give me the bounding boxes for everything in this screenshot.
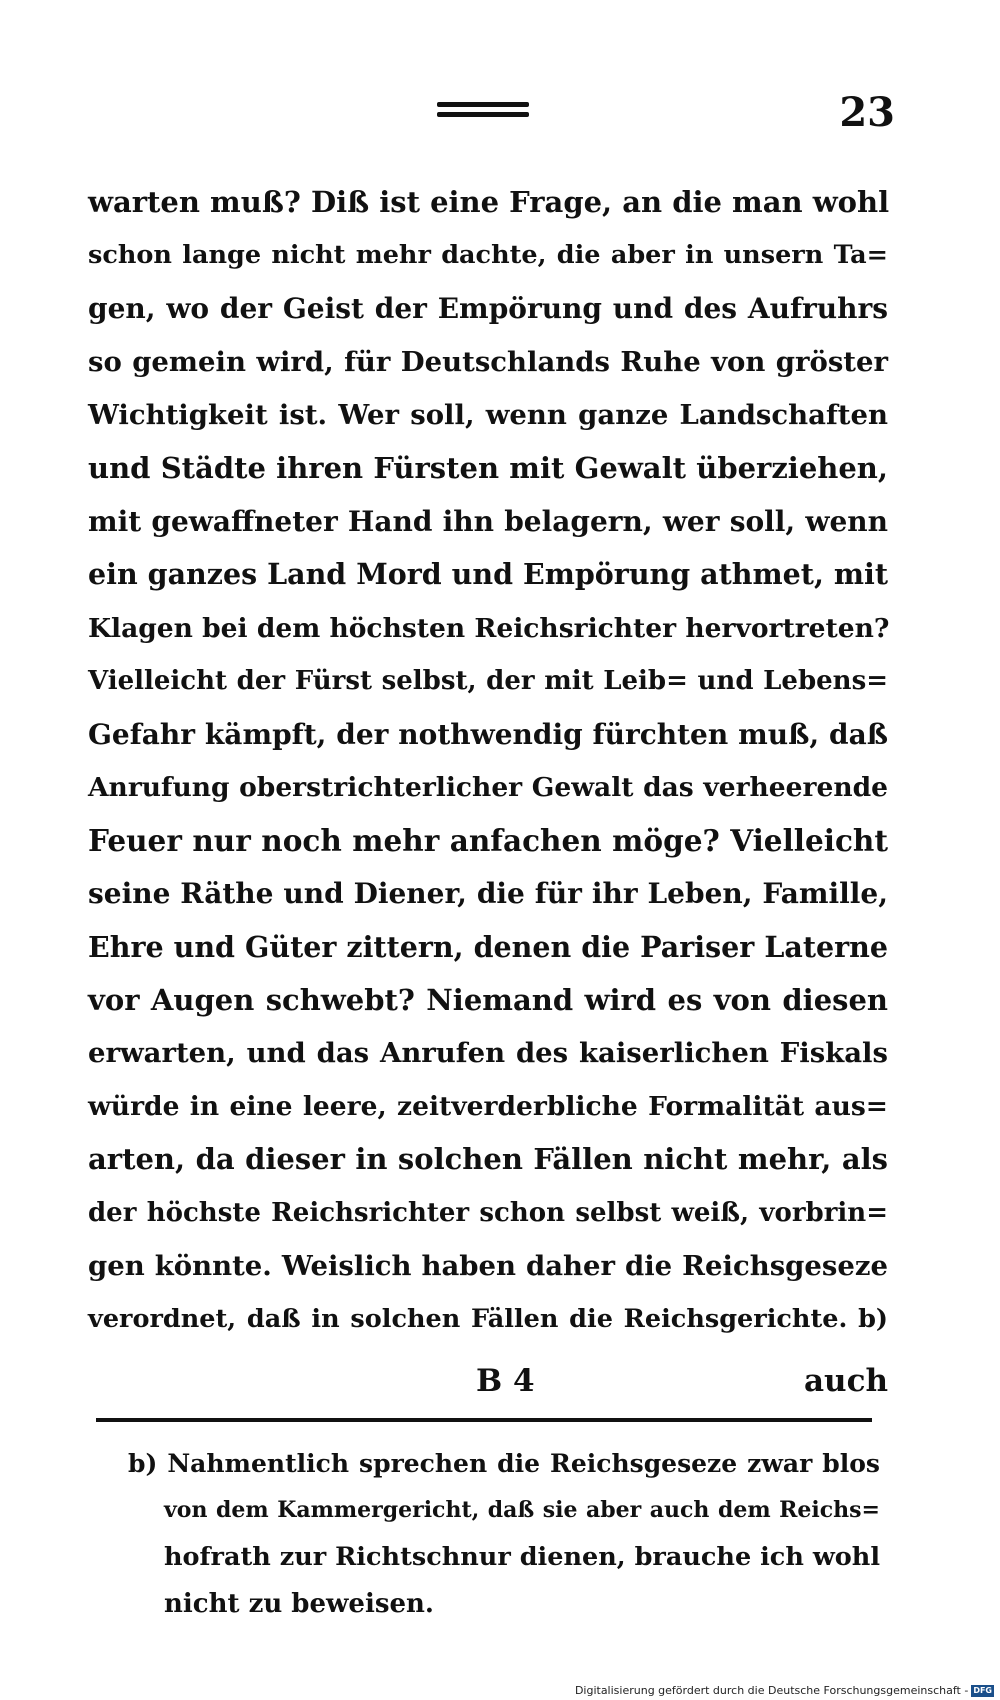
text-line: warten muß? Diß ist eine Frage, an die man wohl — [88, 185, 890, 219]
text-line: würde in eine leere, zeitverderbliche Formalität aus= — [88, 1091, 888, 1123]
text-line: und Städte ihren Fürsten mit Gewalt überziehen, — [88, 450, 888, 485]
header-rule — [437, 102, 529, 122]
signature-mark: B 4 — [476, 1363, 535, 1399]
footnote-line: nicht zu beweisen. — [164, 1589, 434, 1619]
text-line: Anrufung oberstrichterlicher Gewalt das verheerende — [88, 772, 888, 804]
catchline — [88, 1356, 888, 1406]
text-line: Feuer nur noch mehr anfachen möge? Vielleicht — [88, 823, 888, 859]
text-line: ein ganzes Land Mord und Empörung athmet, mit — [88, 557, 888, 592]
text-line: erwarten, und das Anrufen des kaiserlichen Fiskals — [88, 1037, 888, 1069]
catchword: auch — [803, 1363, 888, 1399]
text-line: verordnet, daß in solchen Fällen die Reichsgerichte. b) — [88, 1303, 888, 1334]
text-line: vor Augen schwebt? Niemand wird es von diesen — [88, 982, 888, 1017]
footnote-line: b) Nahmentlich sprechen die Reichsgeseze zwar blos — [128, 1449, 880, 1478]
text-line: gen, wo der Geist der Empörung und des Aufruhrs — [88, 292, 888, 326]
footnote-rule — [96, 1418, 872, 1422]
dfg-logo-icon: DFG — [973, 1685, 992, 1695]
digitization-credit — [575, 1684, 994, 1697]
body-text — [88, 176, 888, 1346]
text-line: gen könnte. Weislich haben daher die Reichsgeseze — [88, 1249, 888, 1282]
credit-text: Digitalisierung gefördert durch die Deutsche Forschungsgemeinschaft - — [574, 1684, 969, 1697]
footnote-line: von dem Kammergericht, daß sie aber auch dem Reichs= — [164, 1497, 880, 1523]
text-line: Klagen bei dem höchsten Reichsrichter hervortreten? — [88, 612, 890, 644]
footnote — [128, 1440, 880, 1628]
text-line: Ehre und Güter zittern, denen die Pariser Laterne — [88, 929, 888, 964]
text-line: schon lange nicht mehr dachte, die aber in unsern Ta= — [88, 240, 888, 271]
text-line: arten, da dieser in solchen Fällen nicht mehr, als — [88, 1142, 888, 1177]
text-line: der höchste Reichsrichter schon selbst weiß, vorbrin= — [88, 1197, 888, 1228]
footnote-line: hofrath zur Richtschnur dienen, brauche ich wohl — [164, 1542, 880, 1572]
page-number: 23 — [839, 89, 895, 136]
text-line: seine Räthe und Diener, die für ihr Leben, Famille, — [88, 877, 888, 911]
text-line: Vielleicht der Fürst selbst, der mit Leib= und Lebens= — [88, 665, 888, 696]
text-line: Wichtigkeit ist. Wer soll, wenn ganze Landschaften — [88, 398, 888, 431]
text-line: so gemein wird, für Deutschlands Ruhe von gröster — [88, 345, 888, 378]
text-line: Gefahr kämpft, der nothwendig fürchten muß, daß — [88, 717, 888, 751]
text-line: mit gewaffneter Hand ihn belagern, wer soll, wenn — [88, 505, 888, 539]
